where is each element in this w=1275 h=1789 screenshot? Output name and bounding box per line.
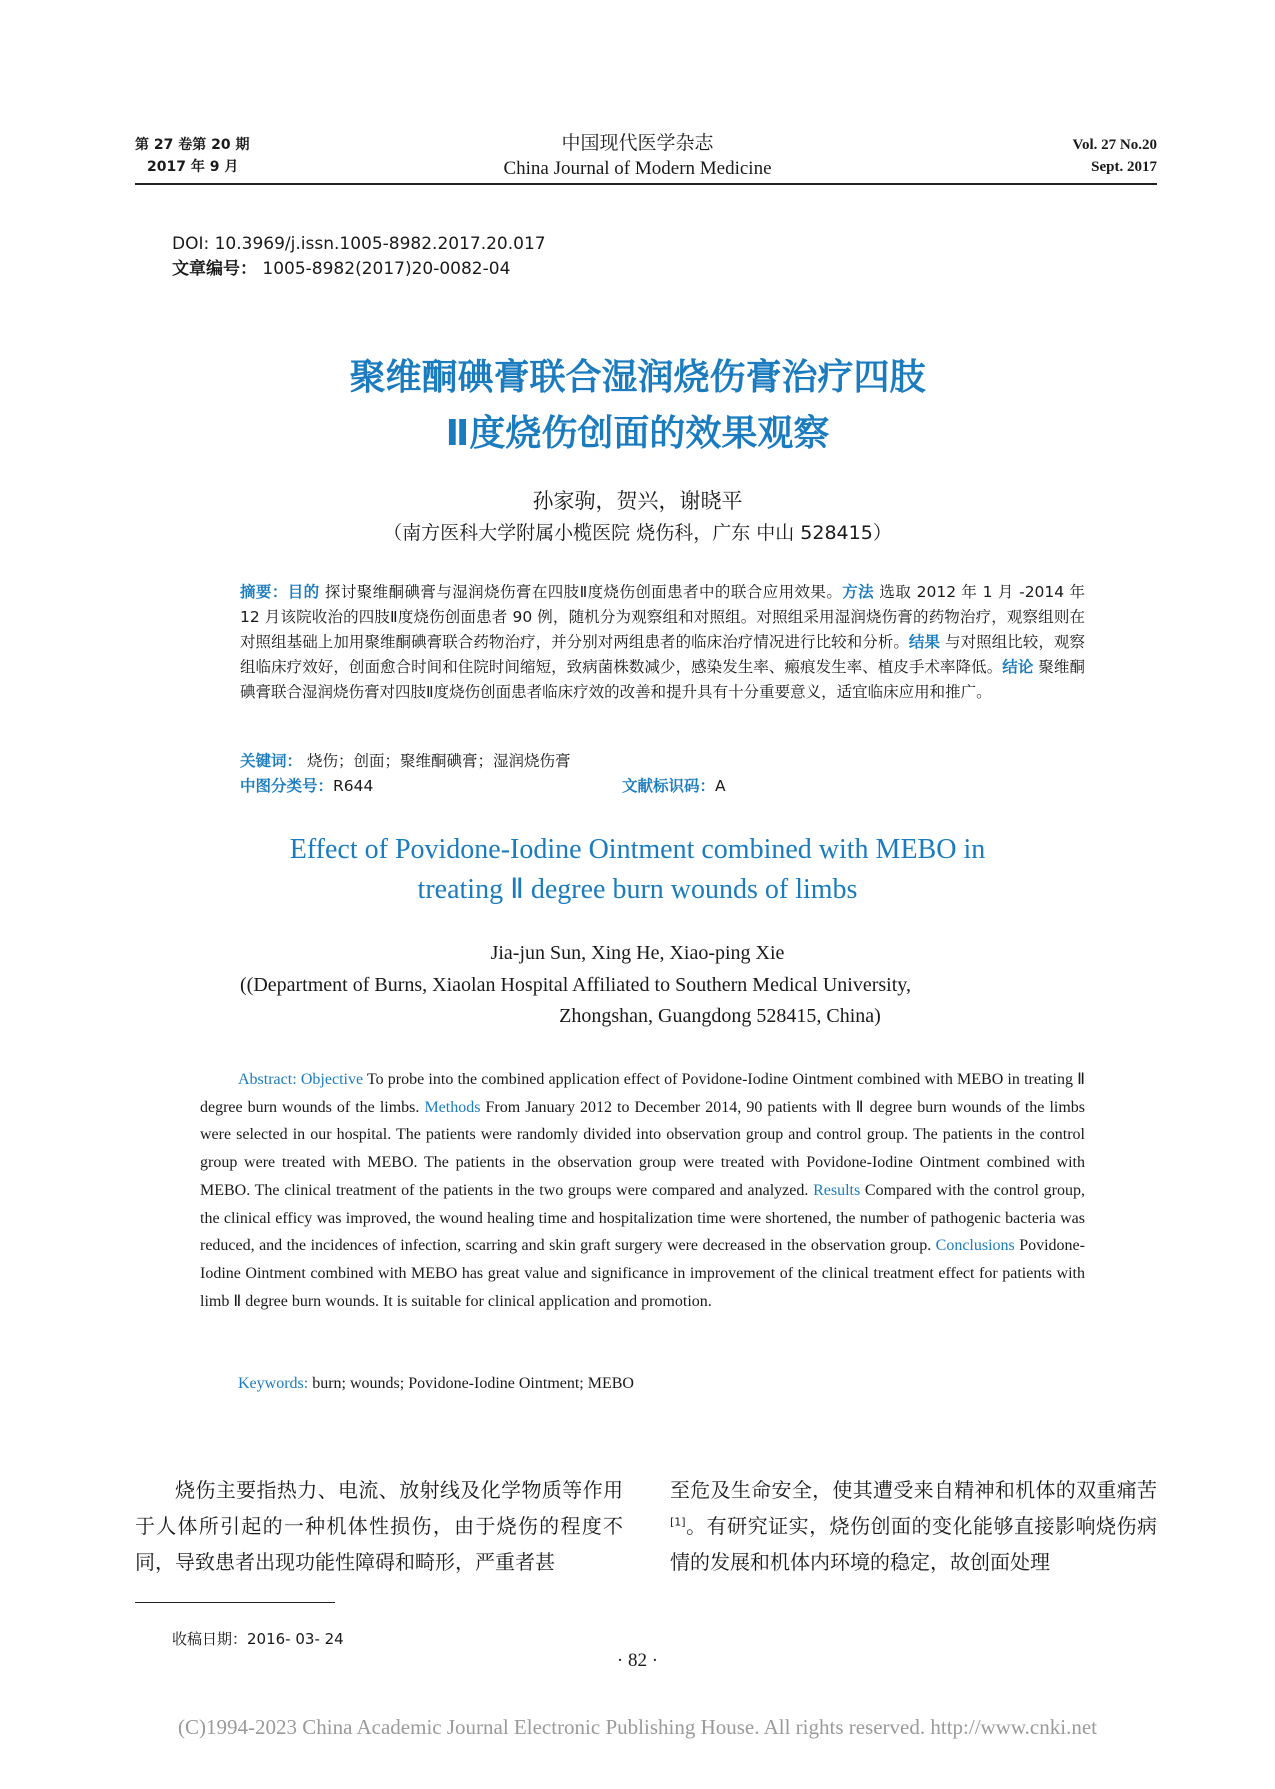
title-cn — [0, 350, 1275, 462]
journal-name-en: China Journal of Modern Medicine — [503, 158, 772, 179]
affiliation-en-line1: ((Department of Burns, Xiaolan Hospital Affiliated to Southern Medical University, — [240, 974, 911, 996]
classification-value: R644 — [333, 777, 374, 795]
journal-name-cn: 中国现代医学杂志 — [561, 132, 714, 154]
affiliation-cn: （南方医科大学附属小榄医院 烧伤科，广东 中山 528415） — [383, 522, 892, 544]
objective-text-cn: 探讨聚维酮碘膏与湿润烧伤膏在四肢Ⅱ度烧伤创面患者中的联合应用效果。 — [319, 583, 843, 601]
methods-label-cn: 方法 — [842, 583, 875, 601]
page-number: · 82 · — [616, 1650, 659, 1671]
classification-cn — [240, 774, 373, 799]
header-volume-info-en — [1073, 134, 1157, 178]
conclusions-text-en: Povidone-Iodine Ointment combined with MEBO has great value and significance in improvement of the clinical treatment effect for patients with limb Ⅱ degree burn wounds. It is suitable for clinical application and promotion. — [200, 1237, 1085, 1310]
keywords-text-en: burn; wounds; Povidone-Iodine Ointment; MEBO — [308, 1375, 634, 1392]
methods-text-cn: 选取 2012 年 1 月 -2014 年 12 月该院收治的四肢Ⅱ度烧伤创面患者 90 例，随机分为观察组和对照组。对照组采用湿润烧伤膏的药物治疗，观察组则在对照组基础上加用聚维酮碘膏联合药物治疗，并分别对两组患者的临床治疗情况进行比较和分析。 — [240, 583, 1085, 651]
objective-label-en: Objective — [300, 1071, 364, 1088]
objective-label-cn: 目的 — [287, 583, 320, 601]
article-number-value: 1005-8982(2017)20-0082-04 — [262, 259, 511, 279]
body-column-right — [670, 1472, 1157, 1580]
authors-en: Jia-jun Sun, Xing He, Xiao-ping Xie — [490, 942, 785, 964]
keywords-en — [238, 1370, 634, 1397]
header-date-en: Sept. 2017 — [1091, 159, 1157, 175]
body-right-text-b: 。有研究证实，烧伤创面的变化能够直接影响烧伤病情的发展和机体内环境的稳定，故创面处理 — [670, 1514, 1157, 1574]
title-en-line2: treating Ⅱ degree burn wounds of limbs — [417, 874, 858, 905]
affiliation-en-line2: Zhongshan, Guangdong 528415, China) — [559, 1005, 881, 1027]
objective-text-en: To probe into the combined application effect of Povidone-Iodine Ointment combined with MEBO in treating Ⅱ degree burn wounds of the limbs. — [200, 1071, 1086, 1116]
received-date-footnote: 收稿日期：2016- 03- 24 — [172, 1630, 344, 1648]
header-volume-issue-en: Vol. 27 No.20 — [1072, 137, 1157, 153]
classification-label: 中图分类号： — [240, 777, 334, 795]
document-code-label: 文献标识码： — [622, 777, 716, 795]
title-en — [0, 830, 1275, 910]
article-number — [172, 257, 546, 282]
article-identifiers — [172, 232, 546, 282]
keywords-label-cn: 关键词： — [240, 752, 303, 770]
title-en-line1: Effect of Povidone-Iodine Ointment combined with MEBO in — [289, 834, 986, 865]
conclusions-text-cn: 聚维酮碘膏联合湿润烧伤膏对四肢Ⅱ度烧伤创面患者临床疗效的改善和提升具有十分重要意义，适宜临床应用和推广。 — [240, 658, 1085, 701]
header-divider — [135, 183, 1157, 185]
body-column-left: 烧伤主要指热力、电流、放射线及化学物质等作用于人体所引起的一种机体性损伤，由于烧伤的程度不同，导致患者出现功能性障碍和畸形，严重者甚 — [135, 1478, 623, 1574]
results-label-cn: 结果 — [908, 633, 941, 651]
footnote-divider — [135, 1602, 335, 1603]
keywords-cn — [240, 749, 570, 774]
copyright-watermark: (C)1994-2023 China Academic Journal Electronic Publishing House. All rights reserved. http://www.cnki.net — [178, 1715, 1097, 1739]
document-code-value: A — [715, 777, 726, 795]
abstract-label-en: Abstract: — [238, 1071, 297, 1088]
keywords-text-cn: 烧伤；创面；聚维酮碘膏；湿润烧伤膏 — [302, 752, 571, 770]
title-cn-line2: Ⅱ度烧伤创面的效果观察 — [445, 413, 830, 454]
doi: DOI: 10.3969/j.issn.1005-8982.2017.20.017 — [172, 234, 546, 254]
affiliation-en — [240, 970, 1040, 1032]
methods-label-en: Methods — [424, 1098, 481, 1116]
methods-text-en: From January 2012 to December 2014, 90 patients with Ⅱ degree burn wounds of the limbs were selected in our hospital. The patients were randomly divided into observation group and control group. The patients in the control group were treated with MEBO. The patients in the observation group were treated with Povidone-Iodine Ointment combined with MEBO. The clinical treatment of the patients in the two groups were compared and analyzed. — [200, 1098, 1086, 1199]
header-volume-issue-cn: 第 27 卷第 20 期 — [135, 137, 250, 153]
results-label-en: Results — [813, 1181, 861, 1199]
reference-marker: [1] — [670, 1515, 686, 1529]
abstract-label-cn: 摘要： — [240, 583, 288, 601]
article-number-label: 文章编号： — [172, 259, 257, 279]
conclusions-label-en: Conclusions — [935, 1237, 1015, 1255]
abstract-cn — [240, 580, 1085, 705]
document-code-cn — [622, 774, 726, 799]
title-cn-line1: 聚维酮碘膏联合湿润烧伤膏治疗四肢 — [349, 357, 926, 398]
header-date-cn: 2017 年 9 月 — [147, 159, 239, 175]
abstract-en — [200, 1066, 1085, 1315]
authors-cn: 孙家驹，贺兴，谢晓平 — [532, 489, 743, 513]
conclusions-label-cn: 结论 — [1002, 658, 1034, 676]
keywords-label-en: Keywords: — [238, 1375, 309, 1392]
results-text-cn: 与对照组比较，观察组临床疗效好，创面愈合时间和住院时间缩短，致病菌株数减少，感染发生率、瘢痕发生率、植皮手术率降低。 — [240, 633, 1085, 676]
body-right-text-a: 至危及生命安全，使其遭受来自精神和机体的双重痛苦 — [670, 1478, 1157, 1502]
results-text-en: Compared with the control group, the clinical efficy was improved, the wound healing time and hospitalization time were shortened, the number of pathogenic bacteria was reduced, and the incidences of infection, scarring and skin graft surgery were decreased in the observation group. — [200, 1181, 1085, 1255]
